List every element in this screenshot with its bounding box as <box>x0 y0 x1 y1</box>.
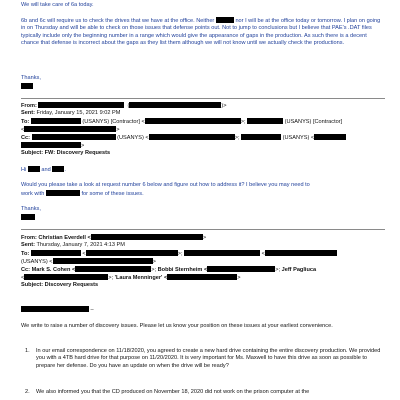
redaction-box <box>167 274 237 280</box>
redaction-box <box>24 126 116 132</box>
email1-paragraph <box>21 17 385 48</box>
redaction-box <box>28 166 40 172</box>
and-word: and <box>41 167 51 173</box>
email1-para-b: nor I will be at the office today or <box>235 18 316 24</box>
email2-signoff: Thanks, <box>21 206 41 212</box>
letter-salutation: – <box>21 306 385 314</box>
header3-sent <box>21 242 385 249</box>
redaction-box <box>21 83 33 89</box>
header2-to: To: (USANYS) [Contractor] < >; (USANYS) [Contractor] <box>21 119 343 125</box>
cc-name4: 'Laura Menninger' < <box>114 275 168 281</box>
redaction-box <box>314 134 346 140</box>
header3-to-cont: (USANYS) < > <box>21 259 156 265</box>
header3-subject <box>21 282 385 289</box>
list-item-number: 2. <box>25 389 30 395</box>
header3-cc-cont: < >; 'Laura Menninger' < > <box>21 275 241 281</box>
cc-label: Cc: <box>21 267 31 273</box>
sent-label: Sent: <box>21 242 35 248</box>
to-tag1: (USANYS) [Contractor] < <box>82 119 145 125</box>
list-item-text: We also informed you that the CD produced on November 18, 2020 did not work on the prison computer at the <box>36 389 310 395</box>
header-divider <box>21 229 385 230</box>
header2-cc-cont: > <box>21 142 385 150</box>
list-item-text: In our email correspondence on 11/18/2020, you agreed to create a new hard drive containing the entire discovery production. We provided you with a 4TB hard drive for that purpose on 11/20/2020. It is very important for Ms. Maxwell to have this drive as soon as possible to prepare her defense. Do you have an update on when the drive will be ready? <box>36 348 381 369</box>
email2-body-line1: Would you please take a look at request number 6 below and figure out how to address it? I believe you may need to <box>21 182 310 188</box>
hi-word: Hi <box>21 167 27 173</box>
sent-value: Thursday, January 7, 2021 4:13 PM <box>36 242 125 248</box>
redaction-box <box>247 118 283 124</box>
header2-to-cont: < > <box>21 127 120 133</box>
cc-label: Cc: <box>21 135 31 141</box>
email1-para-a: 6b and 6c will require us to check the drives that we have at the office. Neither <box>21 18 215 24</box>
subject-value: FW: Discovery Requests <box>44 150 111 156</box>
from-name: Christian Everdell < <box>38 235 91 241</box>
header3-cc: Cc: Mark S. Cohen < >; Bobbi Sternheim < >; Jeff Pagliuca <box>21 267 317 273</box>
subject-label: Subject: <box>21 282 44 288</box>
cc-tag2: (USANYS) < <box>282 135 315 141</box>
header2-cc: Cc: (USANYS) < >; (USANYS) < <box>21 134 385 142</box>
cc-name1: Mark S. Cohen < <box>31 267 76 273</box>
header2-from: From: ( )> <box>21 103 227 109</box>
redaction-box <box>241 134 281 140</box>
header3-to: To: < >; < <box>21 250 385 258</box>
redaction-box <box>21 142 81 148</box>
redaction-box <box>38 102 124 108</box>
email1-signoff: Thanks, <box>21 75 41 81</box>
redaction-box <box>32 134 116 140</box>
issues-text: for some of these issues. <box>81 191 144 197</box>
sent-value: Friday, January 15, 2021 9:02 PM <box>36 110 121 116</box>
cc-name3: Jeff Pagliuca <box>281 267 317 273</box>
redaction-box <box>216 17 234 23</box>
redaction-box <box>129 102 221 108</box>
to-label: To: <box>21 119 30 125</box>
work-with-text: work with <box>21 191 45 197</box>
redaction-box <box>207 266 275 272</box>
email2-body-line2 <box>21 190 385 198</box>
redaction-box <box>145 118 241 124</box>
email2-greeting: Hi and . <box>21 167 66 173</box>
header2-subject <box>21 150 385 157</box>
list-item-number: 1. <box>25 348 30 354</box>
header-divider <box>21 98 385 99</box>
redaction-box <box>75 266 151 272</box>
redaction-box <box>91 234 203 240</box>
subject-value: Discovery Requests <box>44 282 99 288</box>
cc-tag1: (USANYS) < <box>117 135 149 141</box>
redaction-box <box>52 166 64 172</box>
redaction-box <box>265 250 337 256</box>
sent-label: Sent: <box>21 110 35 116</box>
to-tag2: (USANYS) [Contractor] <box>284 119 343 125</box>
subject-label: Subject: <box>21 150 44 156</box>
usanys-tag: (USANYS) < <box>21 259 53 265</box>
letter-intro: We write to raise a number of discovery issues. Please let us know your position on these issues at your earliest convenience. <box>21 323 333 329</box>
redaction-box <box>24 274 108 280</box>
email2-signature <box>21 214 385 222</box>
email1-first-line: We will take care of 6a today. <box>21 2 94 8</box>
header3-from: From: Christian Everdell < > <box>21 235 207 241</box>
from-label: From: <box>21 235 37 241</box>
cc-name2: Bobbi Sternheim < <box>157 267 208 273</box>
redaction-box <box>53 258 153 264</box>
redaction-box <box>149 134 235 140</box>
redaction-box <box>21 214 35 220</box>
redaction-box <box>31 250 81 256</box>
redaction-box <box>21 306 89 312</box>
email1-para-c: tomorrow. I plan on going in on Thursday and will be able to check on those issues that defense points out. Not to jump to conclusions but I believe that PAE's .DAT files typically include only the beginning number in a range which would give the appearance of gaps in the production. As such there is a decent chance that defense is incorrect about the gaps as they list them although we will not know until we actually check the productions. <box>21 18 381 47</box>
redaction-box <box>86 250 178 256</box>
redaction-box <box>184 250 260 256</box>
to-label: To: <box>21 251 30 257</box>
header2-sent <box>21 110 385 117</box>
from-label: From: <box>21 103 37 109</box>
redaction-box <box>31 118 81 124</box>
redaction-box <box>46 190 80 196</box>
email1-signature <box>21 83 385 91</box>
